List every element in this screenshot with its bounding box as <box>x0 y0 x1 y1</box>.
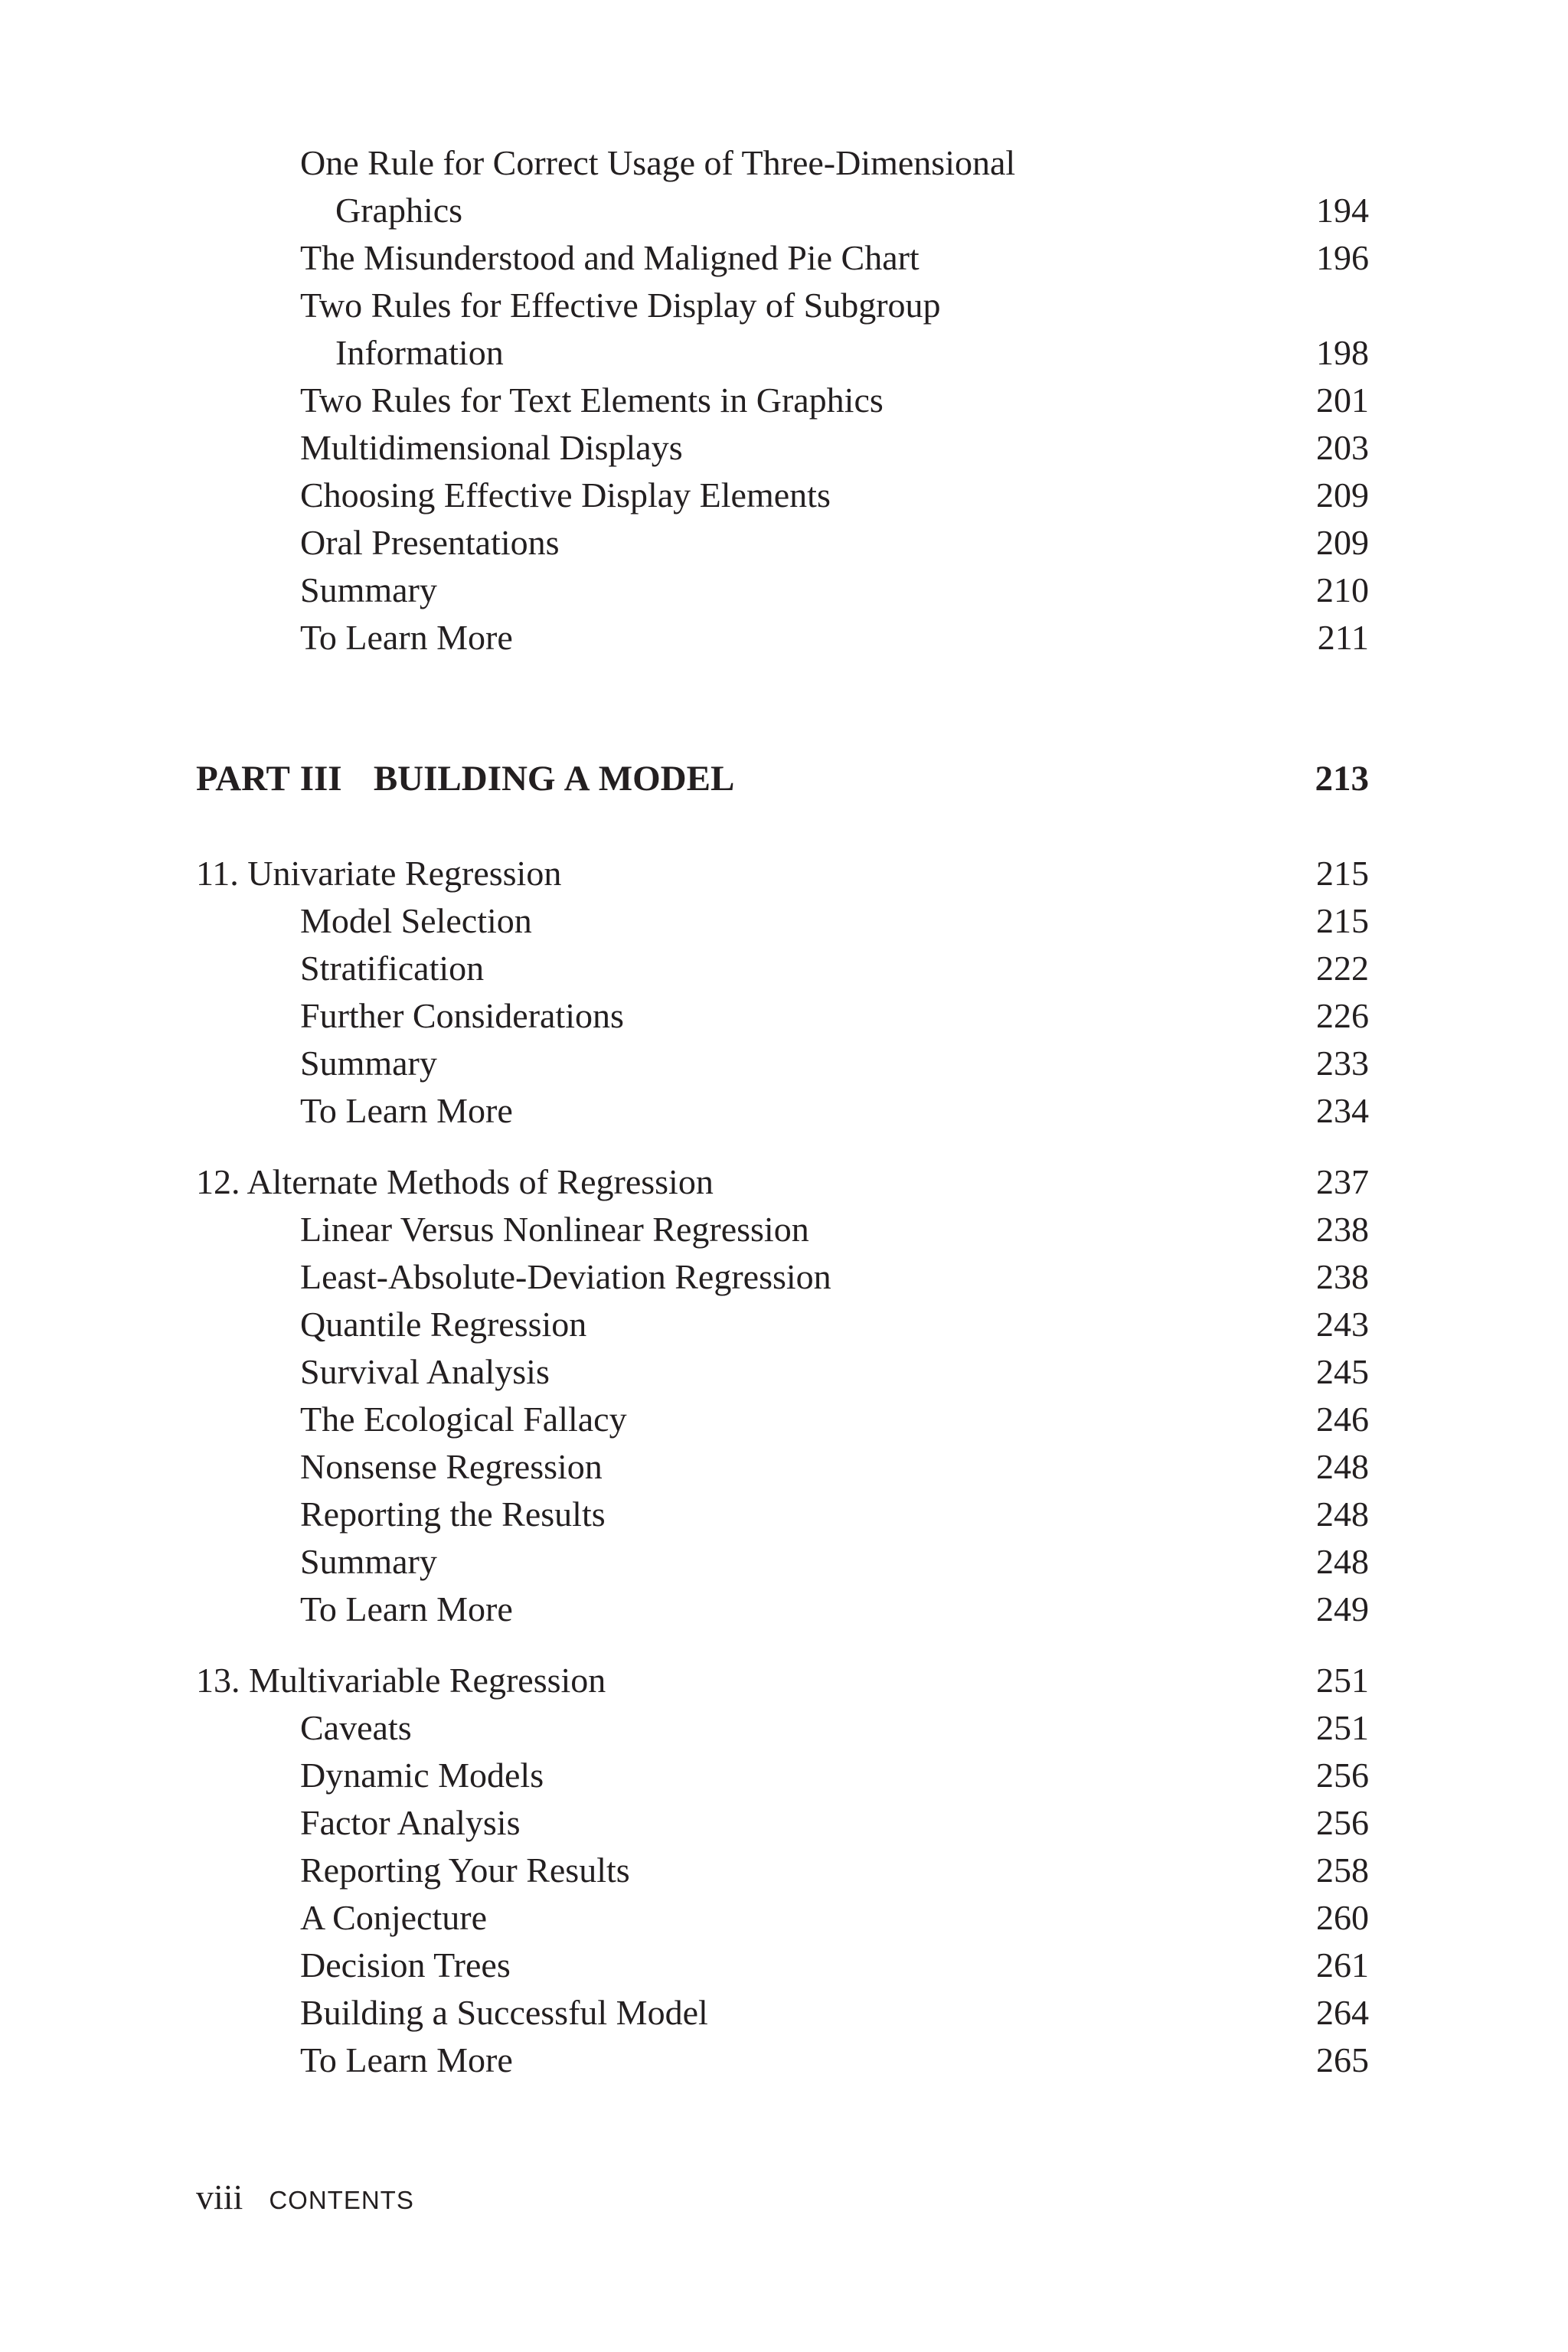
toc-entry-title: Survival Analysis <box>300 1352 550 1391</box>
toc-entry-title: The Misunderstood and Maligned Pie Chart <box>300 238 920 277</box>
toc-entry-title: To Learn More <box>300 1589 513 1628</box>
toc-entry-page: 203 <box>1316 428 1369 467</box>
toc-entry-page: 256 <box>1316 1803 1369 1842</box>
toc-section-entry <box>0 1443 1568 1491</box>
toc-entry-page: 194 <box>1316 191 1369 230</box>
toc-part-heading <box>0 755 1568 802</box>
toc-section-entry <box>0 1396 1568 1443</box>
toc-section-entry <box>0 1040 1568 1087</box>
toc-entry-title: A Conjecture <box>300 1898 487 1937</box>
toc-section-entry <box>0 1704 1568 1752</box>
toc-entry-title: Dynamic Models <box>300 1756 544 1795</box>
toc-section-entry <box>0 1989 1568 2037</box>
toc-entry-title: 12. Alternate Methods of Regression <box>196 1162 714 1201</box>
page-footer <box>196 2174 414 2220</box>
toc-entry-page: 248 <box>1316 1542 1369 1581</box>
toc-entry-page: 265 <box>1316 2040 1369 2079</box>
toc-section-entry <box>0 992 1568 1040</box>
toc-section-entry <box>0 282 1568 329</box>
toc-entry-title: Factor Analysis <box>300 1803 521 1842</box>
toc-section-entry <box>0 139 1568 187</box>
toc-entry-page: 215 <box>1316 901 1369 940</box>
toc-entry-page: 222 <box>1316 949 1369 988</box>
toc-entry-page: 249 <box>1316 1589 1369 1628</box>
toc-entry-title: Linear Versus Nonlinear Regression <box>300 1210 809 1249</box>
toc-entry-page: 260 <box>1316 1898 1369 1937</box>
toc-entry-title: Two Rules for Text Elements in Graphics <box>300 381 884 420</box>
toc-section-entry <box>0 1253 1568 1301</box>
toc-section-entry <box>0 614 1568 662</box>
toc-entry-page: 215 <box>1316 854 1369 893</box>
toc-entry-title: Summary <box>300 1044 437 1083</box>
toc-section-entry <box>0 1799 1568 1847</box>
toc-entry-page: 237 <box>1316 1162 1369 1201</box>
toc-entry-title: One Rule for Correct Usage of Three-Dimensional <box>300 143 1016 182</box>
toc-entry-page: 210 <box>1316 570 1369 609</box>
toc-chapter-entry <box>0 1158 1568 1206</box>
page-number: viii <box>196 2177 243 2216</box>
toc-entry-page: 245 <box>1316 1352 1369 1391</box>
toc-entry-title: Reporting the Results <box>300 1494 606 1534</box>
toc-section-entry <box>0 234 1568 282</box>
toc-section-entry <box>0 1538 1568 1586</box>
toc-entry-title: 11. Univariate Regression <box>196 854 562 893</box>
toc-entry-page: 238 <box>1316 1257 1369 1296</box>
toc-entry-page: 248 <box>1316 1447 1369 1486</box>
toc-section-entry <box>0 472 1568 519</box>
toc-section-entry <box>0 1894 1568 1942</box>
toc-entry-page: 261 <box>1316 1945 1369 1984</box>
toc-section-entry <box>0 1087 1568 1135</box>
toc-entry-title: Graphics <box>335 191 463 230</box>
toc-section-entry <box>0 1301 1568 1348</box>
running-head: CONTENTS <box>269 2186 414 2214</box>
toc-entry-title: Least-Absolute-Deviation Regression <box>300 1257 831 1296</box>
toc-entry-page: 201 <box>1316 381 1369 420</box>
toc-entry-title: PART III BUILDING A MODEL <box>196 759 735 799</box>
toc-entry-title: Building a Successful Model <box>300 1993 708 2032</box>
toc-entry-page: 198 <box>1316 333 1369 372</box>
toc-section-entry <box>0 519 1568 567</box>
toc-entry-page: 209 <box>1316 475 1369 514</box>
toc-section-entry <box>0 567 1568 614</box>
toc-entry-page: 243 <box>1316 1305 1369 1344</box>
toc-section-entry <box>0 945 1568 992</box>
toc-entry-page: 238 <box>1316 1210 1369 1249</box>
toc-chapter-entry <box>0 1657 1568 1704</box>
toc-entry-title: Two Rules for Effective Display of Subgroup <box>300 286 941 325</box>
toc-entry-title: Summary <box>300 570 437 609</box>
toc-section-entry <box>0 2037 1568 2084</box>
toc-section-entry <box>0 1348 1568 1396</box>
toc-entry-page: 234 <box>1316 1091 1369 1130</box>
toc-entry-title: Reporting Your Results <box>300 1851 630 1890</box>
toc-entry-title: Caveats <box>300 1708 412 1747</box>
toc-entry-title: Stratification <box>300 949 485 988</box>
toc-entry-title: Decision Trees <box>300 1945 511 1984</box>
toc-entry-page: 251 <box>1316 1708 1369 1747</box>
toc-entry-page: 211 <box>1317 618 1369 657</box>
toc-entry-title: 13. Multivariable Regression <box>196 1661 606 1700</box>
toc-entry-title: Oral Presentations <box>300 523 560 562</box>
toc-entry-title: Model Selection <box>300 901 532 940</box>
toc-entry-title: To Learn More <box>300 1091 513 1130</box>
toc-entry-title: Nonsense Regression <box>300 1447 603 1486</box>
toc-entry-title: Choosing Effective Display Elements <box>300 475 831 514</box>
toc-section-entry <box>0 187 1568 234</box>
toc-entry-title: To Learn More <box>300 618 513 657</box>
toc-section-entry <box>0 897 1568 945</box>
toc-section-entry <box>0 1752 1568 1799</box>
toc-entry-page: 251 <box>1316 1661 1369 1700</box>
toc-entry-page: 213 <box>1315 759 1369 799</box>
toc-section-entry <box>0 1942 1568 1989</box>
toc-entry-page: 248 <box>1316 1494 1369 1534</box>
toc-entry-page: 196 <box>1316 238 1369 277</box>
toc-section-entry <box>0 1586 1568 1633</box>
toc-entry-page: 209 <box>1316 523 1369 562</box>
toc-entry-title: Multidimensional Displays <box>300 428 683 467</box>
toc-entry-page: 226 <box>1316 996 1369 1035</box>
toc-entry-page: 258 <box>1316 1851 1369 1890</box>
toc-chapter-entry <box>0 850 1568 897</box>
toc-entry-page: 264 <box>1316 1993 1369 2032</box>
toc-entry-page: 233 <box>1316 1044 1369 1083</box>
toc-entry-page: 256 <box>1316 1756 1369 1795</box>
toc-section-entry <box>0 377 1568 424</box>
toc-section-entry <box>0 1847 1568 1894</box>
toc-entry-page: 246 <box>1316 1400 1369 1439</box>
toc-entry-title: Summary <box>300 1542 437 1581</box>
toc-entry-title: The Ecological Fallacy <box>300 1400 627 1439</box>
toc-entry-title: Quantile Regression <box>300 1305 587 1344</box>
toc-section-entry <box>0 1206 1568 1253</box>
toc-entry-title: To Learn More <box>300 2040 513 2079</box>
toc-entry-title: Further Considerations <box>300 996 624 1035</box>
toc-section-entry <box>0 329 1568 377</box>
toc-section-entry <box>0 1491 1568 1538</box>
toc-section-entry <box>0 424 1568 472</box>
toc-entry-title: Information <box>335 333 504 372</box>
